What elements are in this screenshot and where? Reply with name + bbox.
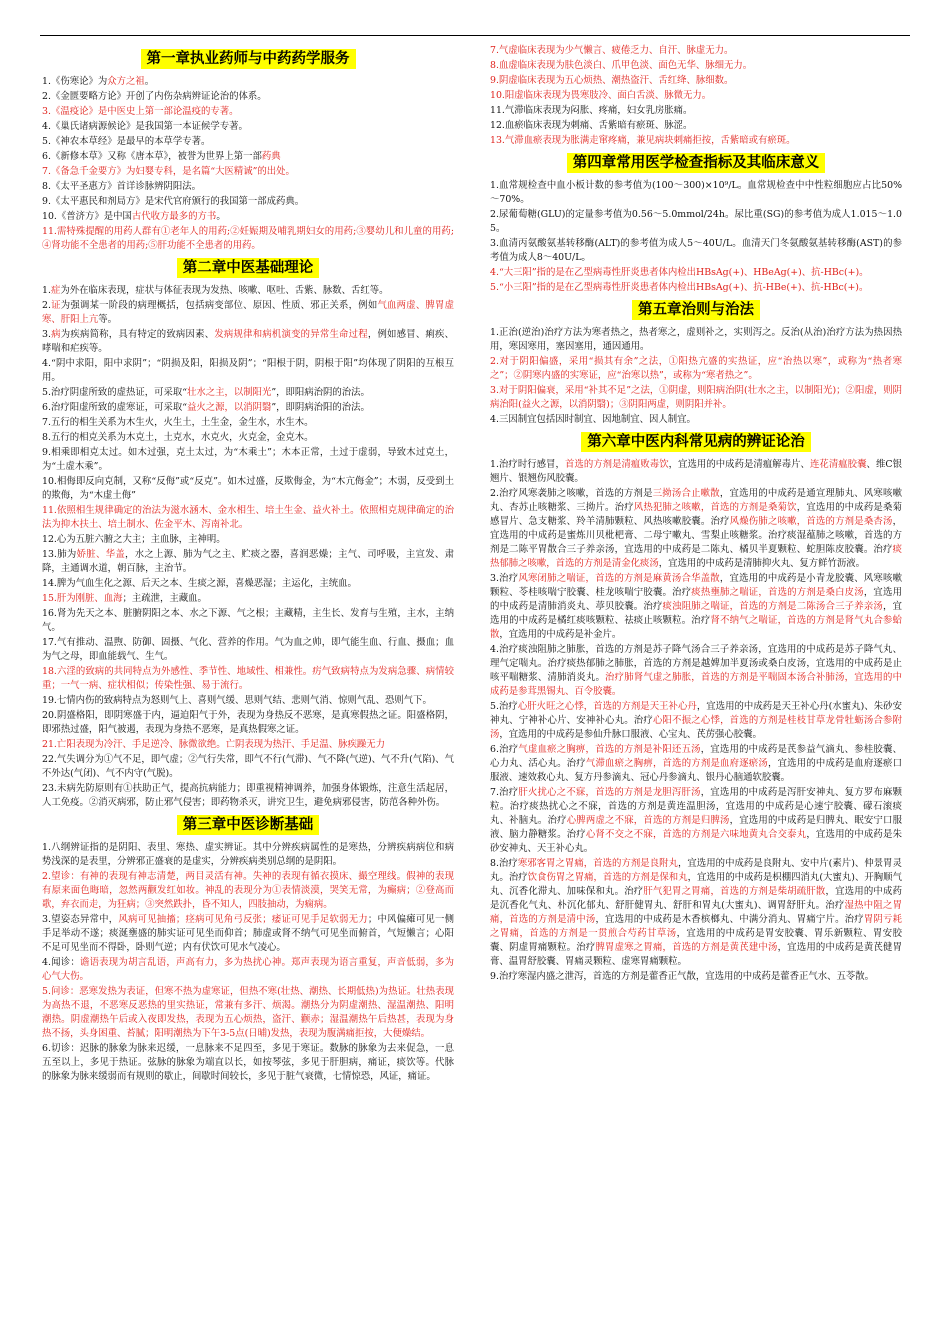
list-item xyxy=(490,643,902,699)
highlighted-text: 18.六淫的致病的共同特点为外感性、季节性、地域性、相兼性。疠气致病特点为发病急骤、病情较重；一气一病、症状相似；传染性强、易于流行。 xyxy=(42,666,454,691)
list-item xyxy=(42,956,454,984)
list-item xyxy=(490,104,902,118)
list-item xyxy=(490,237,902,265)
list-item xyxy=(42,504,454,532)
highlighted-text: 病 xyxy=(50,329,61,340)
item-text: ；中风偏瘫可见一侧手足举动不遂；痰涎壅盛的肺实证可见坐而仰首；肺虚或肾不纳气可见坐而俯首，气短懒言；心阳不足可见坐而不得卧，卧则气逆；内有伏饮可见水气凌心。 xyxy=(42,914,454,953)
item-text: 3.血清丙氨酸氨基转移酶(ALT)的参考值为成人5～40U/L。血清天门冬氨酸氨基转移酶(AST)的参考值为成人8～40U/L。 xyxy=(490,238,902,263)
highlighted-text: 气虚血瘀之胸痹，首选的方剂是补阳还五汤 xyxy=(518,744,701,755)
list-item xyxy=(42,636,454,664)
highlighted-text: 肾不纳气之喘证，首选的方剂是肾气丸合参蛤散 xyxy=(490,615,902,640)
highlighted-text: 11.需特殊提醒的用药人群有①老年人的用药;②妊娠期及哺乳期妇女的用药;③婴幼儿和儿童的用药;④肾功能不全患者的用药;⑤肝功能不全患者的用药。 xyxy=(42,226,454,251)
highlighted-text: 心肝火旺之心悸，首选的方剂是天王补心丹 xyxy=(517,701,697,712)
highlighted-text: 娇脏、华盖 xyxy=(76,549,126,560)
list-item xyxy=(490,208,902,236)
highlighted-text: 药典 xyxy=(261,151,281,162)
item-text: 17.气有推动、温煦、防御、固摄、气化、营养的作用。气为血之帅，即气能生血、行血、摄血；血为气之母，即血能载气、生气。 xyxy=(42,637,454,662)
item-text: ，宜选用的中成药是橘红痰咳颗粒、祛痰止咳颗粒。治疗 xyxy=(490,601,902,626)
list-item xyxy=(42,401,454,415)
list-item xyxy=(42,105,454,119)
list-item xyxy=(490,179,902,207)
item-text: 2.尿葡萄糖(GLU)的定量参考值为0.56～5.0mmol/24h。尿比重(SG)的参考值为成人1.015～1.05。 xyxy=(490,209,902,234)
list-item xyxy=(42,210,454,224)
list-item xyxy=(42,607,454,635)
highlighted-text: 气血两虚、脾胃虚寒、肝阳上亢 xyxy=(42,300,454,325)
item-text: 14.脾为气血生化之源、后天之本、生痰之源，喜燥恶湿；主运化，主统血。 xyxy=(42,578,357,589)
item-text: 2.《金匮要略方论》开创了内伤杂病辨证论治的体系。 xyxy=(42,91,267,102)
highlighted-text: 心肾不交之不寐，首选的方剂是六味地黄丸合交泰丸 xyxy=(585,829,807,840)
item-text: 5.治疗阴虚所致的虚热证，可采取“ xyxy=(42,387,187,398)
item-text: 9.相乘即相克太过。如木过强，克土太过，为“木乘土”；木本正常，土过于虚弱，导致木过克土，为“土虚木乘”。 xyxy=(42,447,454,472)
highlighted-text: 11.依照相生规律确定的治法为滋水涵木、金水相生、培土生金、益火补土。依照相克规律确定的治法为抑木扶土、培土制水、佐金平木、泻南补北。 xyxy=(42,505,454,530)
item-text: 19.七情内伤的致病特点为怒则气上、喜则气缓、思则气结、悲则气消、惊则气乱、恐则气下。 xyxy=(42,695,432,706)
item-text: 6.治疗 xyxy=(490,744,519,755)
highlighted-text: 2.望诊：有神的表现有神志清楚，两目灵活有神。失神的表现有循衣摸床、撮空理线。假神的表现有原来面色晦暗，忽然两颧发红如妆。神乱的表现分为①表情淡漠，哭笑无常，为癫病；②登高而歌，弃衣而走，为狂病；③突然跌扑，昏不知人，四肢抽动，为痫病。 xyxy=(42,871,454,910)
item-text: 1.正治(逆治)治疗方法为寒者热之，热者寒之，虚则补之，实则泻之。反治(从治)治疗方法为热因热用，寒因寒用，塞因塞用，通因通用。 xyxy=(490,327,902,352)
highlighted-text: 10.阳虚临床表现为畏寒肢冷、面白舌淡、脉微无力。 xyxy=(490,90,712,101)
list-item xyxy=(42,75,454,89)
chapter-heading: 第五章治则与治法 xyxy=(632,300,760,320)
item-text: ，宜选用的中成药是木香槟榔丸、中满分消丸、胃痛宁片。治疗 xyxy=(595,914,864,925)
item-text: 1.八纲辨证指的是阴阳、表里、寒热、虚实辨证。其中分辨疾病属性的是寒热，分辨疾病病位和病势浅深的是表里，分辨邪正盛衰的是虚实，分辨疾病类别总纲的是阴阳。 xyxy=(42,842,454,867)
list-item xyxy=(490,74,902,88)
highlighted-text: 湿热中阻之胃痛，首选的方剂是清中汤 xyxy=(490,900,902,925)
highlighted-text: 脾胃虚寒之胃痛，首选的方剂是黄芪建中汤 xyxy=(595,942,778,953)
item-text: 10.《普济方》是中国 xyxy=(42,211,132,222)
item-text: ”，即阳病治阴的治法。 xyxy=(271,387,370,398)
item-text: 3.望姿态异常中， xyxy=(42,914,119,925)
list-item xyxy=(42,782,454,810)
list-item xyxy=(42,90,454,104)
item-text: 3.治疗 xyxy=(490,573,519,584)
list-item xyxy=(42,165,454,179)
item-text: ，宜选用的中成药是桑菊感冒片、急支糖浆、羚羊清肺颗粒、风热咳嗽胶囊。治疗 xyxy=(490,502,902,527)
top-rule xyxy=(40,35,910,36)
item-text: 。 xyxy=(144,76,155,87)
list-item xyxy=(42,841,454,869)
list-item xyxy=(42,738,454,752)
item-text: 为疾病简称，具有特定的致病因素、 xyxy=(60,329,215,340)
item-text: 5.《神农本草经》是最早的本草学专著。 xyxy=(42,136,211,147)
list-item xyxy=(42,665,454,693)
item-text: 10.相侮即反向克制，又称“反侮”或“反克”。如木过盛，反欺侮金，为“木亢侮金”；木弱，反受到土的欺侮，为“木虚土侮” xyxy=(42,476,454,501)
item-text: ，宜选用的中成药是蜜炼川贝枇杷膏、二母宁嗽丸、雪梨止咳糖浆。治疗痰湿蕴肺之咳嗽，首选的方剂是二陈平胃散合三子养亲汤，宜选用的中成药是二陈丸、橘贝半夏颗粒、蛇胆陈皮胶囊。治疗 xyxy=(490,516,902,555)
highlighted-text: 21.亡阳表现为冷汗、手足逆冷、脉微欲绝。亡阴表现为热汗、手足温、脉疾躁无力 xyxy=(42,739,386,750)
item-text: ，宜选用的中成药是归脾丸、眠安宁口服液、脑力静糖浆。治疗 xyxy=(490,815,902,840)
highlighted-text: 胃阴亏耗之胃痛，首选的方剂是一贯煎合芍药甘草汤 xyxy=(490,914,902,939)
item-text: 1.血常规检查中血小板计数的参考值为(100～300)×10⁹/L。血常规检查中中性粒细胞应占比50%～70%。 xyxy=(490,180,902,205)
highlighted-text: 4.“大三阳”指的是在乙型病毒性肝炎患者体内检出HBsAg(+)、HBeAg(+)、抗-HBc(+)。 xyxy=(490,267,869,278)
list-item xyxy=(42,150,454,164)
highlighted-text: 5.“小三阳”指的是在乙型病毒性肝炎患者体内检出HBsAg(+)、抗-HBe(+)、抗-HBc(+)。 xyxy=(490,282,869,293)
item-text: 23.未病先防原则有①扶助正气，提高抗病能力；即重视精神调养，加强身体锻炼，注意生活起居，人工免疫。②消灭病邪，防止邪气侵害；即药物杀灭，讲究卫生，避免病邪侵害，防范各种外伤。 xyxy=(42,783,454,808)
item-text: 22.气失调分为①气不足，即气虚；②气行失常，即气不行(气滞)、气不降(气逆)、气不升(气陷)、气不外达(气闭)、气不内守(气脱)。 xyxy=(42,754,454,779)
item-text: ，宜选用的中成药是良附丸、安中片(素片)、仲景胃灵丸。治疗 xyxy=(490,858,902,883)
list-item xyxy=(490,44,902,58)
item-text: 16.肾为先天之本、脏腑阴阳之本、水之下源、气之根；主藏精，主生长、发育与生殖，主水，主纳气。 xyxy=(42,608,454,633)
list-item xyxy=(42,533,454,547)
list-item xyxy=(42,357,454,385)
item-text: 20.阴盛格阳，即阴寒盛于内，逼迫阳气于外，表现为身热反不恶寒，是真寒假热之证。阳盛格阴，即邪热过盛，阳气被遏，表现为身热不恶寒，是真热假寒之证。 xyxy=(42,710,454,735)
item-text: 等。 xyxy=(98,314,118,325)
list-item xyxy=(42,592,454,606)
highlighted-text: 益火之源，以消阴翳 xyxy=(187,402,272,413)
highlighted-text: 连花清瘟胶囊 xyxy=(809,459,867,470)
item-text: ，宜选用的中成药是黄芪健胃膏、温胃舒胶囊、胃痛灵颗粒、虚寒胃痛颗粒。 xyxy=(490,942,902,967)
item-text: 为外在临床表现，症状与体征表现为发热、咳嗽、呕吐、舌紫、脉数、舌红等。 xyxy=(60,285,389,296)
item-text: ，水之上源、肺为气之主、贮痰之器，喜润恶燥；主气、司呼吸，主宣发、肃降，主通调水道，朝百脉，主治节。 xyxy=(42,549,454,574)
item-text: ，宜选用的中成药是清瘟解毒片、 xyxy=(668,459,810,470)
item-text: 9.《太平惠民和剂局方》是宋代官府颁行的我国第一部成药典。 xyxy=(42,196,305,207)
item-text: ，宜选用的中成药是泻肝安神丸、复方罗布麻颗粒。治疗痰热扰心之不寐，首选的方剂是黄连温胆汤，宜选用的中成药是心速宁胶囊、礞石滚痰丸、补脑丸。治疗 xyxy=(490,787,902,826)
highlighted-text: 气滞血瘀之胸痹，首选的方剂是血府逐瘀汤 xyxy=(585,758,768,769)
chapter-heading: 第二章中医基础理论 xyxy=(177,258,320,278)
item-text: 3. xyxy=(42,329,51,340)
highlighted-text: 痰热郁肺之咳嗽，首选的方剂是清金化痰汤 xyxy=(490,544,902,569)
chapter-heading: 第四章常用医学检查指标及其临床意义 xyxy=(567,153,826,173)
list-item xyxy=(490,59,902,73)
list-item xyxy=(42,753,454,781)
list-item xyxy=(490,89,902,103)
list-item xyxy=(42,913,454,955)
highlighted-text: 风寒闭肺之喘证，首选的方剂是麻黄汤合华盖散 xyxy=(518,573,720,584)
highlighted-text: 证 xyxy=(50,300,61,311)
highlighted-text: 发病规律和病机演变的异常生命过程 xyxy=(214,329,368,340)
item-text: 2.治疗风寒袭肺之咳嗽，首选的方剂是 xyxy=(490,488,653,499)
list-item xyxy=(42,328,454,356)
item-text: ，宜选用的中成药是胃安胶囊、胃乐新颗粒、胃安胶囊、阴虚胃痛颗粒。治疗 xyxy=(490,928,902,953)
highlighted-text: 8.血虚临床表现为肤色淡白、爪甲色淡、面色无华、脉细无力。 xyxy=(490,60,753,71)
item-text: ”，即阴病治阳的治法。 xyxy=(271,402,370,413)
list-item xyxy=(42,709,454,737)
list-item xyxy=(42,299,454,327)
highlighted-text: 3. xyxy=(42,106,51,117)
list-item xyxy=(42,135,454,149)
item-text: 2. xyxy=(42,300,51,311)
list-item xyxy=(42,120,454,134)
highlighted-text: 肝火扰心之不寐，首选的方剂是龙胆泻肝汤 xyxy=(518,787,701,798)
highlighted-text: 《温疫论》是中医史上第一部论温疫的专著。 xyxy=(50,106,239,117)
highlighted-text: 风热犯肺之咳嗽，首选的方剂是桑菊饮 xyxy=(633,502,797,513)
item-text: ，宜选用的中成药是天王补心丹(水蜜丸)、朱砂安神丸、宁神补心片、安神补心丸。治疗 xyxy=(490,701,902,726)
highlighted-text: 15.肝为刚脏、血海 xyxy=(42,593,123,604)
item-text: 1. xyxy=(42,285,51,296)
list-item xyxy=(490,743,902,785)
item-text: ，宜选用的中成药是枳棚四消丸(大蜜丸)、开胸顺气丸、沉香化滞丸、加味保和丸。治疗 xyxy=(490,872,902,897)
right-column xyxy=(490,44,902,985)
item-text: 8.《太平圣惠方》首详诊脉辨阴阳法。 xyxy=(42,181,201,192)
item-text: ，例如感冒、痢疾、哮喘和疟疾等。 xyxy=(42,329,454,354)
highlighted-text: 三拗汤合止嗽散 xyxy=(652,488,720,499)
item-text: ，宜选用的中成药是清肺消炎丸、葶贝胶囊。治疗 xyxy=(490,587,902,612)
item-text: 4.治疗痰浊阻肺之肺胀，首选的方剂是苏子降气汤合三子养亲汤，宜选用的中成药是苏子降气丸、理气定喘丸。治疗痰热郁肺之肺胀，首选的方剂是越婢加半夏汤或桑白皮汤，宜选用的中成药是止咳平喘糖浆、清肺消炎丸。 xyxy=(490,644,902,683)
highlighted-text: 症 xyxy=(50,285,61,296)
list-item xyxy=(42,1042,454,1084)
highlighted-text: 7.《备急千金要方》为妇婴专科，是名篇“大医精诚”的出处。 xyxy=(42,166,295,177)
item-text: ，宜选用的中成药是小青龙胶囊、风寒咳嗽颗粒、苓桂咳喘宁胶囊、桂龙咳喘宁胶囊。治疗 xyxy=(490,573,902,598)
item-text: 6.切诊：迟脉的脉象为脉来迟缓，一息脉来不足四至，多见于寒证。数脉的脉象为去来促急，一息五至以上，多见于热证。弦脉的脉象为端直以长，如按琴弦，多见于肝胆病，痛证，痰饮等。代脉的脉象为脉来缓弱而有规则的歇止，间歇时间较长，多见于脏气衰微，七情惊恐，风证，痛证。 xyxy=(42,1043,454,1082)
item-text: 12.心为五脏六腑之大主；主血脉，主神明。 xyxy=(42,534,226,545)
list-item xyxy=(42,180,454,194)
highlighted-text: 古代收方最多的方书 xyxy=(131,211,217,222)
highlighted-text: 心阳不振之心悸，首选的方剂是桂枝甘草龙骨牡蛎汤合参附汤 xyxy=(490,715,902,740)
item-text: 、维C银翘片、银翘伤风胶囊。 xyxy=(490,459,902,484)
item-text: 7.治疗 xyxy=(490,787,519,798)
list-item xyxy=(42,225,454,253)
item-text: ，宜选用的中成药是血府逐瘀口服液、速效救心丸、复方丹参滴丸、冠心丹参滴丸、银丹心脑通软胶囊。 xyxy=(490,758,902,783)
list-item xyxy=(490,487,902,571)
list-item xyxy=(490,119,902,133)
item-text: ，宜选用的中成药是通宣理肺丸、风寒咳嗽丸、杏苏止咳糖浆、三拗片。治疗 xyxy=(490,488,902,513)
highlighted-text: 谵语表现为胡言乱语，声高有力，多为热扰心神。郑声表现为语言重复，声音低弱，多为心气大伤。 xyxy=(42,957,454,982)
item-text: ，宜选用的中成药是清肺抑火丸、复方鲜竹沥液。 xyxy=(658,558,866,569)
list-item xyxy=(42,985,454,1041)
item-text: 。 xyxy=(216,211,226,222)
item-text: ，宜选用的中成药是参仙升脉口服液、心宝丸、芪苈强心胶囊。 xyxy=(499,729,762,740)
item-text: 5.治疗 xyxy=(490,701,518,712)
highlighted-text: 5.问诊：恶寒发热为表证，但寒不热为虚寒证，但热不寒(壮热、潮热、长期低热)为热证。壮热表现为高热不退，不恶寒反恶热的里实热证，常兼有多汗、烦渴。潮热分为阴虚潮热、湿温潮热、阳明潮热。阴虚潮热午后或入夜即发热，表现为五心烦热，盗汗、颧赤；湿温潮热午后热甚，表现为身热不扬，头身困重、苔腻；阳明潮热为下午3-5点(日晡)发热，表现为腹满痛拒按，大便燥结。 xyxy=(42,986,454,1039)
item-text: 12.血瘀临床表现为刺痛、舌紫暗有瘀斑、脉涩。 xyxy=(490,120,693,131)
item-text: ；主疏泄，主藏血。 xyxy=(122,593,207,604)
list-item xyxy=(490,355,902,383)
item-text: 11.气滞临床表现为闷胀、疼痛，妇女乳房胀痛。 xyxy=(490,105,693,116)
item-text: 8.五行的相克关系为木克土，土克水，水克火，火克金，金克木。 xyxy=(42,432,314,443)
list-item xyxy=(490,384,902,412)
item-text: 8.治疗 xyxy=(490,858,518,869)
item-text: ，宜选用的中成药是朱砂安神丸、天王补心丸。 xyxy=(490,829,902,854)
highlighted-text: 众方之祖 xyxy=(107,76,145,87)
chapter-heading: 第六章中医内科常见病的辨证论治 xyxy=(581,432,811,452)
item-text: 1.《伤寒论》为 xyxy=(42,76,108,87)
left-column xyxy=(42,44,454,1085)
item-text: ，宜选用的中成药是芪参益气滴丸、参桂胶囊、心力丸、活心丸。治疗 xyxy=(490,744,902,769)
highlighted-text: 治疗肺肾气虚之肺胀，首选的方剂是平喘固本汤合补肺汤，宜选用的中成药是参茸黑锡丸、百令胶囊。 xyxy=(490,672,902,697)
highlighted-text: 心脾两虚之不寐，首选的方剂是归脾汤 xyxy=(566,815,730,826)
item-text: 1.治疗时行感冒， xyxy=(490,459,565,470)
list-item xyxy=(42,284,454,298)
highlighted-text: 风燥伤肺之咳嗽，首选的方剂是桑杏汤 xyxy=(729,516,893,527)
highlighted-text: 13.气滞血瘀表现为胀满走窜疼痛，兼见病块刺痛拒按，舌紫暗或有瘀斑。 xyxy=(490,135,796,146)
highlighted-text: 风病可见抽搐；痉病可见角弓反张；痿证可见手足软弱无力 xyxy=(118,914,368,925)
highlighted-text: 饮食伤胃之胃痛，首选的方剂是保和丸 xyxy=(527,872,688,883)
list-item xyxy=(490,266,902,280)
highlighted-text: 壮水之主，以制阳光 xyxy=(187,387,272,398)
chapter-heading: 第一章执业药师与中药药学服务 xyxy=(141,49,356,69)
list-item xyxy=(42,694,454,708)
item-text: 13.肺为 xyxy=(42,549,77,560)
highlighted-text: 寒邪客胃之胃痛，首选的方剂是良附丸 xyxy=(517,858,678,869)
item-text: 4.“阴中求阳，阳中求阴”；“阴损及阳，阳损及阴”；“阳根于阴，阴根于阳”均体现了阴阳的互根互用。 xyxy=(42,358,454,383)
highlighted-text: 2.对于阴阳偏盛，采用“损其有余”之法，①阳热亢盛的实热证，应“治热以寒”，或称为“热者寒之”；②阴寒内盛的实寒证，应“治寒以热”，或称为“寒者热之”。 xyxy=(490,356,902,381)
item-text: ，宜选用的中成药是补金片。 xyxy=(499,629,622,640)
highlighted-text: 肝气犯胃之胃痛，首选的方剂是柴胡疏肝散 xyxy=(643,886,826,897)
list-item xyxy=(490,458,902,486)
list-item xyxy=(490,786,902,856)
list-item xyxy=(42,416,454,430)
item-text: 6.《新修本草》又称《唐本草》，被誉为世界上第一部 xyxy=(42,151,262,162)
item-text: 4.《巢氏诸病源候论》是我国第一本证候学专著。 xyxy=(42,121,248,132)
list-item xyxy=(490,700,902,742)
item-text: 7.五行的相生关系为木生火，火生土，土生金，金生水，水生木。 xyxy=(42,417,314,428)
list-item xyxy=(490,857,902,969)
list-item xyxy=(490,281,902,295)
list-item xyxy=(42,548,454,576)
highlighted-text: 7.气虚临床表现为少气懒言、疲倦乏力、自汗、脉虚无力。 xyxy=(490,45,734,56)
list-item xyxy=(490,326,902,354)
list-item xyxy=(490,413,902,427)
item-text: 4.闻诊： xyxy=(42,957,80,968)
item-text: 6.治疗阳虚所致的虚寒证，可采取“ xyxy=(42,402,187,413)
item-text: 9.治疗寒湿内盛之泄泻，首选的方剂是藿香正气散，宜选用的中成药是藿香正气水、五苓散。 xyxy=(490,971,874,982)
highlighted-text: 首选的方剂是清瘟败毒饮 xyxy=(564,459,669,470)
item-text: 4.三因制宜包括因时制宜、因地制宜、因人制宜。 xyxy=(490,414,696,425)
list-item xyxy=(42,386,454,400)
list-item xyxy=(42,431,454,445)
list-item xyxy=(42,577,454,591)
list-item xyxy=(42,475,454,503)
list-item xyxy=(42,446,454,474)
highlighted-text: 痰热壅肺之喘证，首选的方剂是桑白皮汤 xyxy=(691,587,864,598)
item-text: ，宜选用的中成药是沉香化气丸、朴沉化郁丸、舒肝健胃丸、舒肝和胃丸(大蜜丸)、调胃舒肝丸。治疗 xyxy=(490,886,902,911)
highlighted-text: 9.阴虚临床表现为五心烦热、潮热盗汗、舌红绛、脉细数。 xyxy=(490,75,734,86)
highlighted-text: 3.对于阴阳偏衰，采用“补其不足”之法，①阴虚，则阳病治阴(壮水之主，以制阳光)；②阳虚，则阴病治阳(益火之源，以消阴翳)；③阴阳两虚，则阴阳并补。 xyxy=(490,385,902,410)
item-text: 为强调某一阶段的病理概括，包括病变部位、原因、性质、邪正关系，例如 xyxy=(60,300,378,311)
list-item xyxy=(42,870,454,912)
list-item xyxy=(490,970,902,984)
list-item xyxy=(490,134,902,148)
list-item xyxy=(42,195,454,209)
list-item xyxy=(490,572,902,642)
chapter-heading: 第三章中医诊断基础 xyxy=(177,815,320,835)
highlighted-text: 痰浊阻肺之喘证，首选的方剂是二陈汤合三子养亲汤 xyxy=(662,601,884,612)
